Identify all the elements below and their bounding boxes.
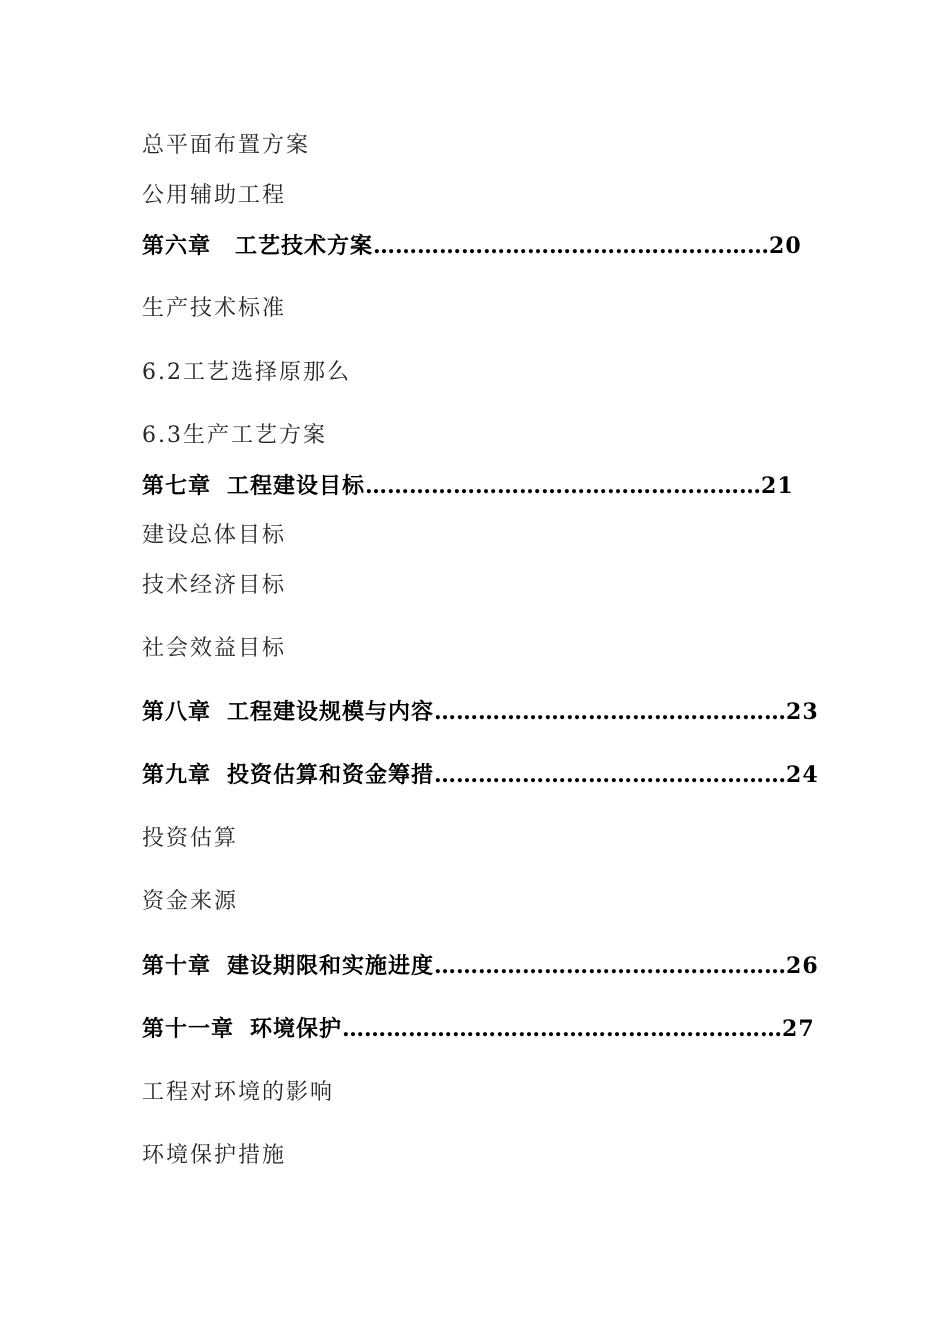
- chapter-number: 第八章: [142, 699, 212, 725]
- toc-chapter-7: [142, 471, 794, 501]
- toc-chapter-8: [142, 697, 819, 727]
- toc-entry: 总平面布置方案: [142, 133, 311, 158]
- dot-leader: …………………………………………: [434, 699, 787, 725]
- page-number: 23: [786, 699, 819, 725]
- toc-chapter-10: [142, 951, 819, 981]
- toc-entry: 社会效益目标: [142, 636, 287, 661]
- page-number: 24: [786, 762, 819, 788]
- toc-chapter-6: [142, 231, 802, 261]
- dot-leader: ………………………………………………: [365, 473, 762, 499]
- chapter-number: 第六章: [142, 233, 212, 259]
- chapter-number: 第七章: [142, 473, 212, 499]
- toc-entry: 公用辅助工程: [142, 183, 287, 208]
- chapter-title: 工程建设规模与内容: [227, 699, 435, 725]
- dot-leader: ……………………………………………………: [342, 1016, 783, 1042]
- chapter-title: 环境保护: [250, 1016, 343, 1042]
- toc-entry: 6.2工艺选择原那么: [142, 360, 351, 385]
- dot-leader: …………………………………………: [434, 953, 787, 979]
- page-number: 27: [782, 1016, 815, 1042]
- dot-leader: …………………………………………: [434, 762, 787, 788]
- chapter-number: 第十一章: [142, 1016, 235, 1042]
- toc-chapter-9: [142, 760, 819, 790]
- chapter-number: 第九章: [142, 762, 212, 788]
- chapter-title: 投资估算和资金筹措: [227, 762, 435, 788]
- chapter-title: 工程建设目标: [227, 473, 366, 499]
- toc-entry: 生产技术标准: [142, 296, 287, 321]
- dot-leader: ………………………………………………: [373, 233, 770, 259]
- toc-entry: 建设总体目标: [142, 523, 287, 548]
- toc-entry: 环境保护措施: [142, 1143, 287, 1168]
- page-number: 20: [769, 233, 802, 259]
- chapter-number: 第十章: [142, 953, 212, 979]
- toc-entry: 技术经济目标: [142, 573, 287, 598]
- page-number: 26: [786, 953, 819, 979]
- page-number: 21: [761, 473, 794, 499]
- toc-entry: 资金来源: [142, 889, 239, 914]
- toc-entry: 6.3生产工艺方案: [142, 423, 327, 448]
- chapter-title: 工艺技术方案: [235, 233, 374, 259]
- toc-entry: 工程对环境的影响: [142, 1080, 335, 1105]
- chapter-title: 建设期限和实施进度: [227, 953, 435, 979]
- toc-entry: 投资估算: [142, 826, 239, 851]
- toc-chapter-11: [142, 1014, 815, 1044]
